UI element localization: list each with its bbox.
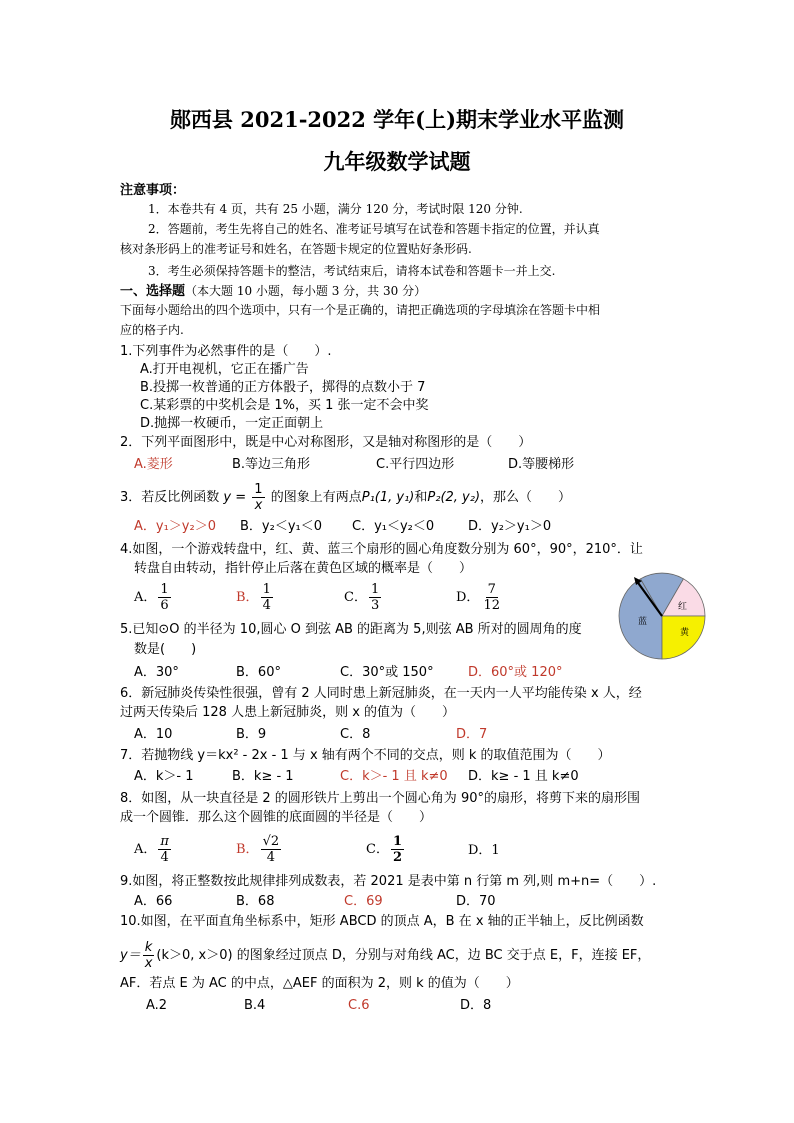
q4-line-1: 4.如图，一个游戏转盘中，红、黄、蓝三个扇形的圆心角度数分别为 60°，90°，210°．让 [120,542,643,557]
q6-option-d: D．7 [456,727,488,742]
spinner-figure [618,572,706,660]
section-heading [120,282,426,301]
q5-line-1: 5.已知⊙O 的半径为 10,圆心 O 到弦 AB 的距离为 5,则弦 AB 所对的圆周角的度 [120,622,582,637]
q8-option-c: C． $\frac{1}{2}$ [366,834,402,865]
q2-option-c: C.平行四边形 [376,457,455,472]
notice-item-2: 2．答题前，考生先将自己的姓名、准考证号填写在试卷和答题卡指定的位置，并认真 [148,222,600,236]
q7-option-c: C．k＞- 1 且 k≠0 [340,769,448,784]
q3-point-1: P₁(1, y₁) [361,490,415,505]
q3-option-a: A．y₁＞y₂＞0 [134,519,216,534]
q10-line-1: 10.如图，在平面直角坐标系中，矩形 ABCD 的顶点 A，B 在 x 轴的正半轴上，反比例函数 [120,914,644,929]
q10-option-b: B.4 [244,998,266,1013]
exam-title: 郧西县 2021-2022 学年(上)期末学业水平监测 [169,107,625,132]
q3-stem-pre: 3．若反比例函数 [120,490,220,505]
q7-option-b: B．k≥ - 1 [232,769,294,784]
q3-stem: 3．若反比例函数 y = $\frac{1}{x}$ 的图象上有两点P₁(1, y₁)和P₂(2, y₂)，那么（ ） [120,482,572,513]
q10-option-d: D．8 [460,998,492,1013]
q1-stem: 1.下列事件为必然事件的是（ ）. [120,344,332,359]
spinner-label-red: 红 [678,602,688,612]
spinner-label-blue: 蓝 [638,617,648,627]
q8-option-b: B． $\frac{√2}{4}$ [236,834,280,865]
notice-item-1: 1．本卷共有 4 页，共有 25 小题，满分 120 分，考试时限 120 分钟. [148,202,523,216]
q9-option-d: D．70 [456,894,496,909]
q4-line-2: 转盘自由转动，指针停止后落在黄色区域的概率是（ ） [134,561,473,576]
q5-option-b: B．60° [236,665,281,680]
q1-option-c: C.某彩票的中奖机会是 1%，买 1 张一定不会中奖 [140,398,429,413]
q3-option-c: C．y₁＜y₂＜0 [352,519,435,534]
q3-stem-post: ，那么（ ） [480,490,572,505]
spinner-label-yellow: 黄 [680,628,690,638]
q5-option-d: D．60°或 120° [468,665,563,680]
q6-option-c: C．8 [340,727,371,742]
notice-item-3: 3．考生必须保持答题卡的整洁，考试结束后，请将本试卷和答题卡一并上交. [148,264,556,278]
notice-heading: 注意事项： [120,183,186,198]
q3-option-b: B．y₂＜y₁＜0 [240,519,322,534]
q2-option-d: D.等腰梯形 [508,457,575,472]
q1-option-d: D.抛掷一枚硬币，一定正面朝上 [140,416,324,431]
q4-option-c: C． $\frac{1}{3}$ [344,582,380,613]
section-title: 一、选择题 [120,284,186,299]
q4-option-b: B． $\frac{1}{4}$ [236,582,271,613]
q3-and: 和 [414,490,428,505]
q2-option-a: A.菱形 [134,457,173,472]
q5-line-2: 数是( ) [134,642,197,657]
q6-line-1: 6．新冠肺炎传染性很强，曾有 2 人同时患上新冠肺炎，在一天内一人平均能传染 x 人，经 [120,686,642,701]
q2-option-b: B.等边三角形 [232,457,311,472]
q4-option-a: A． $\frac{1}{6}$ [134,582,169,613]
q7-option-d: D．k≥ - 1 且 k≠0 [468,769,579,784]
q5-option-c: C．30°或 150° [340,665,434,680]
q10-line-3: AF．若点 E 为 AC 的中点，△AEF 的面积为 2，则 k 的值为（ ） [120,976,519,991]
q10-line-2: y＝ $\frac{k}{x}$ (k＞0, x＞0) 的图象经过顶点 D，分别与对角线 AC，边 BC 交于点 E，F，连接 EF， [120,940,651,971]
section-instructions-1: 下面每小题给出的四个选项中，只有一个是正确的，请把正确选项的字母填涂在答题卡中相 [120,303,601,317]
q8-option-a: A． $\frac{\pi}{4}$ [134,834,169,865]
q8-line-1: 8．如图，从一块直径是 2 的圆形铁片上剪出一个圆心角为 90°的扇形，将剪下来的扇形围 [120,791,640,806]
exam-subtitle: 九年级数学试题 [323,149,471,174]
section-instructions-2: 应的格子内. [120,323,184,337]
q9-option-b: B．68 [236,894,275,909]
q10-option-a: A.2 [146,998,168,1013]
q1-option-a: A.打开电视机，它正在播广告 [140,362,309,377]
q8-line-2: 成一个圆锥．那么这个圆锥的底面圆的半径是（ ） [120,810,433,825]
q3-option-d: D．y₂＞y₁＞0 [468,519,552,534]
q6-line-2: 过两天传染后 128 人患上新冠肺炎，则 x 的值为（ ） [120,705,456,720]
q10-option-c: C.6 [348,998,370,1013]
q3-stem-mid: 的图象上有两点 [270,490,362,505]
q6-option-a: A．10 [134,727,173,742]
q6-option-b: B．9 [236,727,267,742]
q8-option-d: D．1 [468,843,500,858]
notice-item-2-cont: 核对条形码上的准考证号和姓名，在答题卡规定的位置贴好条形码. [120,242,472,256]
q7-stem: 7．若抛物线 y＝kx² - 2x - 1 与 x 轴有两个不同的交点，则 k 的取值范围为（ ） [120,748,611,763]
q1-option-b: B.投掷一枚普通的正方体骰子，掷得的点数小于 7 [140,380,426,395]
q7-option-a: A．k＞- 1 [134,769,194,784]
q5-option-a: A．30° [134,665,179,680]
section-note: （本大题 10 小题，每小题 3 分，共 30 分） [185,284,427,298]
q9-option-c: C．69 [344,894,383,909]
q2-stem: 2．下列平面图形中，既是中心对称图形，又是轴对称图形的是（ ） [120,435,532,450]
q4-option-d: D． $\frac{7}{12}$ [456,582,500,613]
q9-option-a: A．66 [134,894,173,909]
q9-stem: 9.如图，将正整数按此规律排列成数表，若 2021 是表中第 n 行第 m 列,则 m+n=（ ）. [120,874,657,889]
q3-point-2: P₂(2, y₂) [427,490,481,505]
